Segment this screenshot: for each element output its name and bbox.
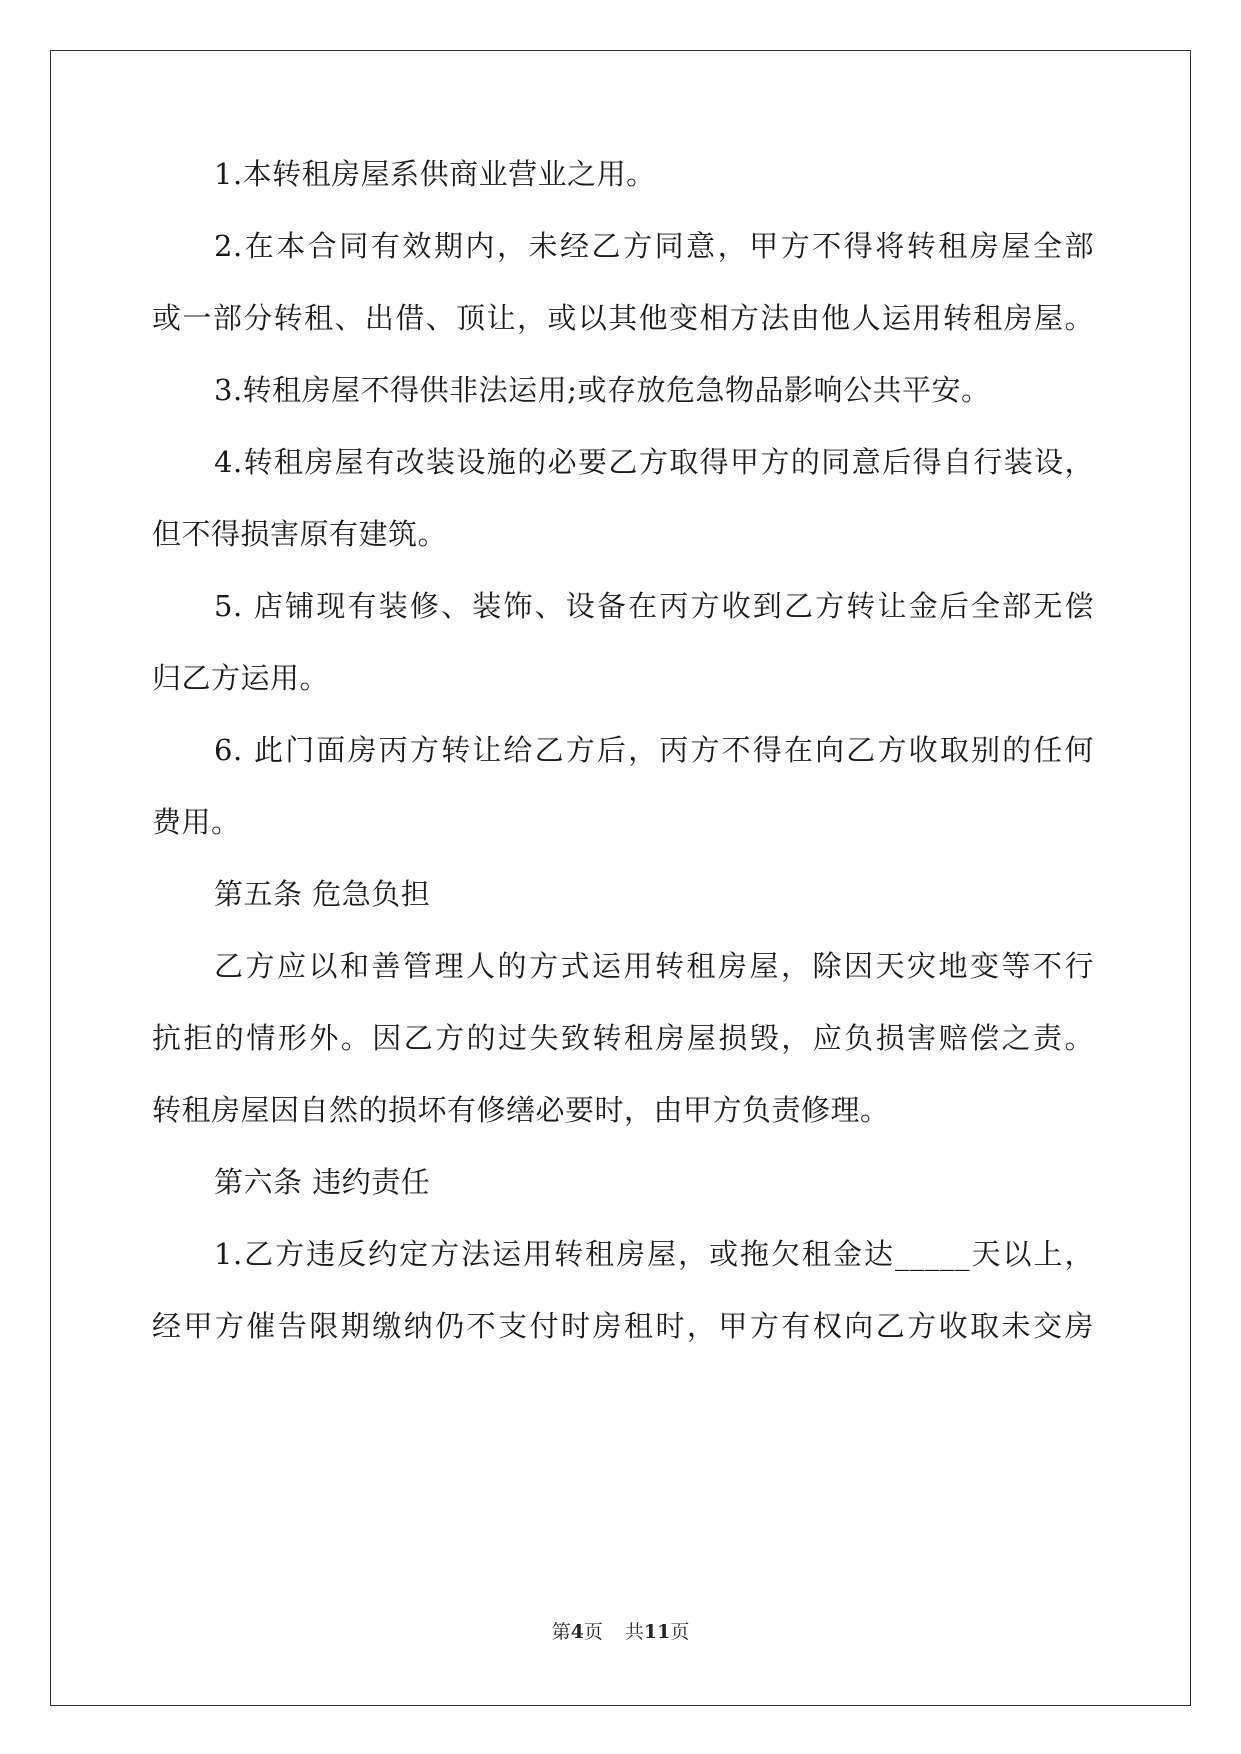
section-heading: 第六条 违约责任 xyxy=(214,1165,431,1199)
paragraph-line: 3.转租房屋不得供非法运用;或存放危急物品影响公共平安。 xyxy=(214,373,991,407)
paragraph-line: 2.在本合同有效期内，未经乙方同意，甲方不得将转租房屋全部 xyxy=(214,229,1094,263)
page-number: 4 xyxy=(570,1621,584,1643)
paragraph-line: 6. 此门面房丙方转让给乙方后，丙方不得在向乙方收取别的任何 xyxy=(214,733,1094,767)
paragraph-line: 费用。 xyxy=(152,805,241,839)
total-pages: 11 xyxy=(643,1621,671,1643)
paragraph-line: 1.乙方违反约定方法运用转租房屋，或拖欠租金达_____天以上， xyxy=(214,1237,1094,1271)
page-suffix: 页 xyxy=(583,1621,603,1643)
page-prefix: 第 xyxy=(551,1621,571,1643)
paragraph-line: 乙方应以和善管理人的方式运用转租房屋，除因天灾地变等不行 xyxy=(214,949,1094,983)
section-heading: 第五条 危急负担 xyxy=(214,877,431,911)
paragraph-line: 5. 店铺现有装修、装饰、设备在丙方收到乙方转让金后全部无偿 xyxy=(214,589,1094,623)
total-suffix: 页 xyxy=(670,1621,690,1643)
paragraph-line: 归乙方运用。 xyxy=(152,661,330,695)
paragraph-line: 抗拒的情形外。因乙方的过失致转租房屋损毁，应负损害赔偿之责。 xyxy=(152,1021,1094,1055)
paragraph-line: 4.转租房屋有改装设施的必要乙方取得甲方的同意后得自行装设， xyxy=(214,445,1094,479)
paragraph-line: 1.本转租房屋系供商业营业之用。 xyxy=(214,157,656,191)
page-footer xyxy=(0,1620,1241,1644)
paragraph-line: 或一部分转租、出借、顶让，或以其他变相方法由他人运用转租房屋。 xyxy=(152,301,1094,335)
total-prefix: 共 xyxy=(624,1621,644,1643)
paragraph-line: 经甲方催告限期缴纳仍不支付时房租时，甲方有权向乙方收取未交房 xyxy=(152,1309,1094,1343)
paragraph-line: 转租房屋因自然的损坏有修缮必要时，由甲方负责修理。 xyxy=(152,1093,890,1127)
paragraph-line: 但不得损害原有建筑。 xyxy=(152,517,448,551)
